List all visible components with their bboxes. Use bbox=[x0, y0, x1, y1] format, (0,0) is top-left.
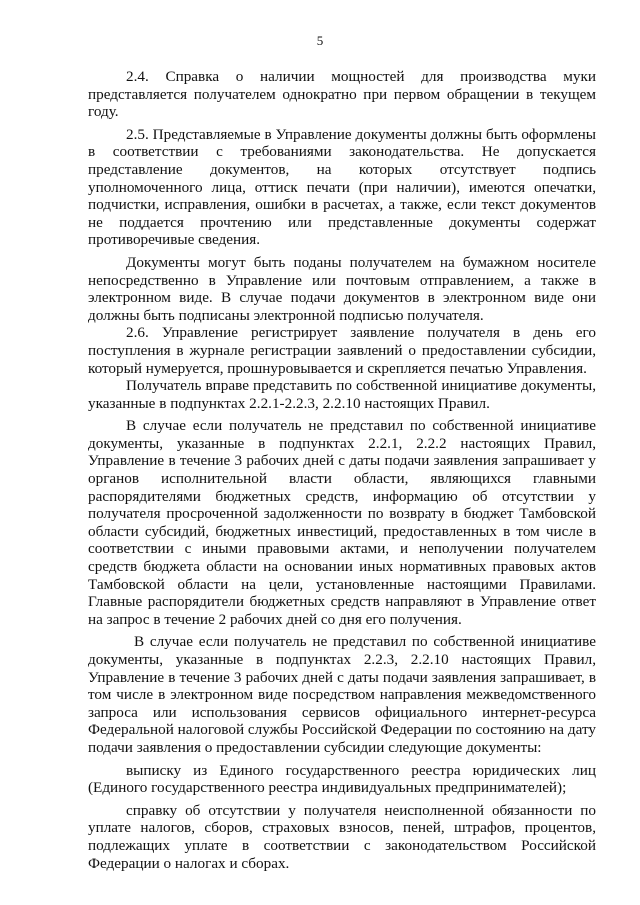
document-body bbox=[88, 68, 596, 872]
list-item-registry-extract: выписку из Единого государственного реестра юридических лиц (Единого государственного реестра индивидуальных предпринимателей); bbox=[88, 761, 596, 797]
paragraph-2-4: 2.4. Справка о наличии мощностей для производства муки представляется получателем однократно при первом обращении в текущем году. bbox=[88, 68, 596, 121]
paragraph-interagency-request-2: В случае если получатель не представил по собственной инициативе документы, указанные в подпунктах 2.2.3, 2.2.10 настоящих Правил, Управление в течение 3 рабочих дней с даты подачи заявления запрашивает, в том числе в электронном виде посредством направления межведомственного запроса или использования сервисов официального интернет-ресурса Федеральной налоговой службы Российской Федерации по состоянию на дату подачи заявления о предоставлении субсидии следующие документы: bbox=[88, 633, 596, 756]
paragraph-submission-methods: Документы могут быть поданы получателем на бумажном носителе непосредственно в Управление или почтовым отправлением, а также в электронном виде. В случае подачи документов в электронном виде они должны быть подписаны электронной подписью получателя. bbox=[88, 253, 596, 324]
list-item-tax-certificate: справку об отсутствии у получателя неисполненной обязанности по уплате налогов, сборов, страховых взносов, пеней, штрафов, процентов, подлежащих уплате в соответствии с законодательством Российской Федерации о налогах и сборах. bbox=[88, 801, 596, 872]
paragraph-2-5: 2.5. Представляемые в Управление документы должны быть оформлены в соответствии с требованиями законодательства. Не допускается представление документов, на которых отсутствует подпись уполномоченного лица, оттиск печати (при наличии), имеются опечатки, подчистки, исправления, ошибки в расчетах, а также, если текст документов не поддается прочтению или представленные документы содержат противоречивые сведения. bbox=[88, 125, 596, 249]
paragraph-2-6: 2.6. Управление регистрирует заявление получателя в день его поступления в журнале регистрации заявлений о предоставлении субсидии, который нумеруется, прошнуровывается и скрепляется печатью Управления. bbox=[88, 324, 596, 377]
paragraph-interagency-request-1: В случае если получатель не представил по собственной инициативе документы, указанные в подпунктах 2.2.1, 2.2.2 настоящих Правил, Управление в течение 3 рабочих дней с даты подачи заявления запрашивает у органов исполнительной власти области, являющихся главными распорядителями бюджетных средств, информацию об отсутствии у получателя просроченной задолженности по возврату в бюджет Тамбовской области субсидий, бюджетных инвестиций, предоставленных в том числе в соответствии с иными правовыми актами, и неполучении получателем средств бюджета области на основании иных нормативных правовых актов Тамбовской области на цели, установленные настоящими Правилами. Главные распорядители бюджетных средств направляют в Управление ответ на запрос в течение 2 рабочих дней со дня его получения. bbox=[88, 417, 596, 628]
paragraph-optional-documents: Получатель вправе представить по собственной инициативе документы, указанные в подпунктах 2.2.1-2.2.3, 2.2.10 настоящих Правил. bbox=[88, 377, 596, 412]
page-number: 5 bbox=[316, 33, 324, 48]
